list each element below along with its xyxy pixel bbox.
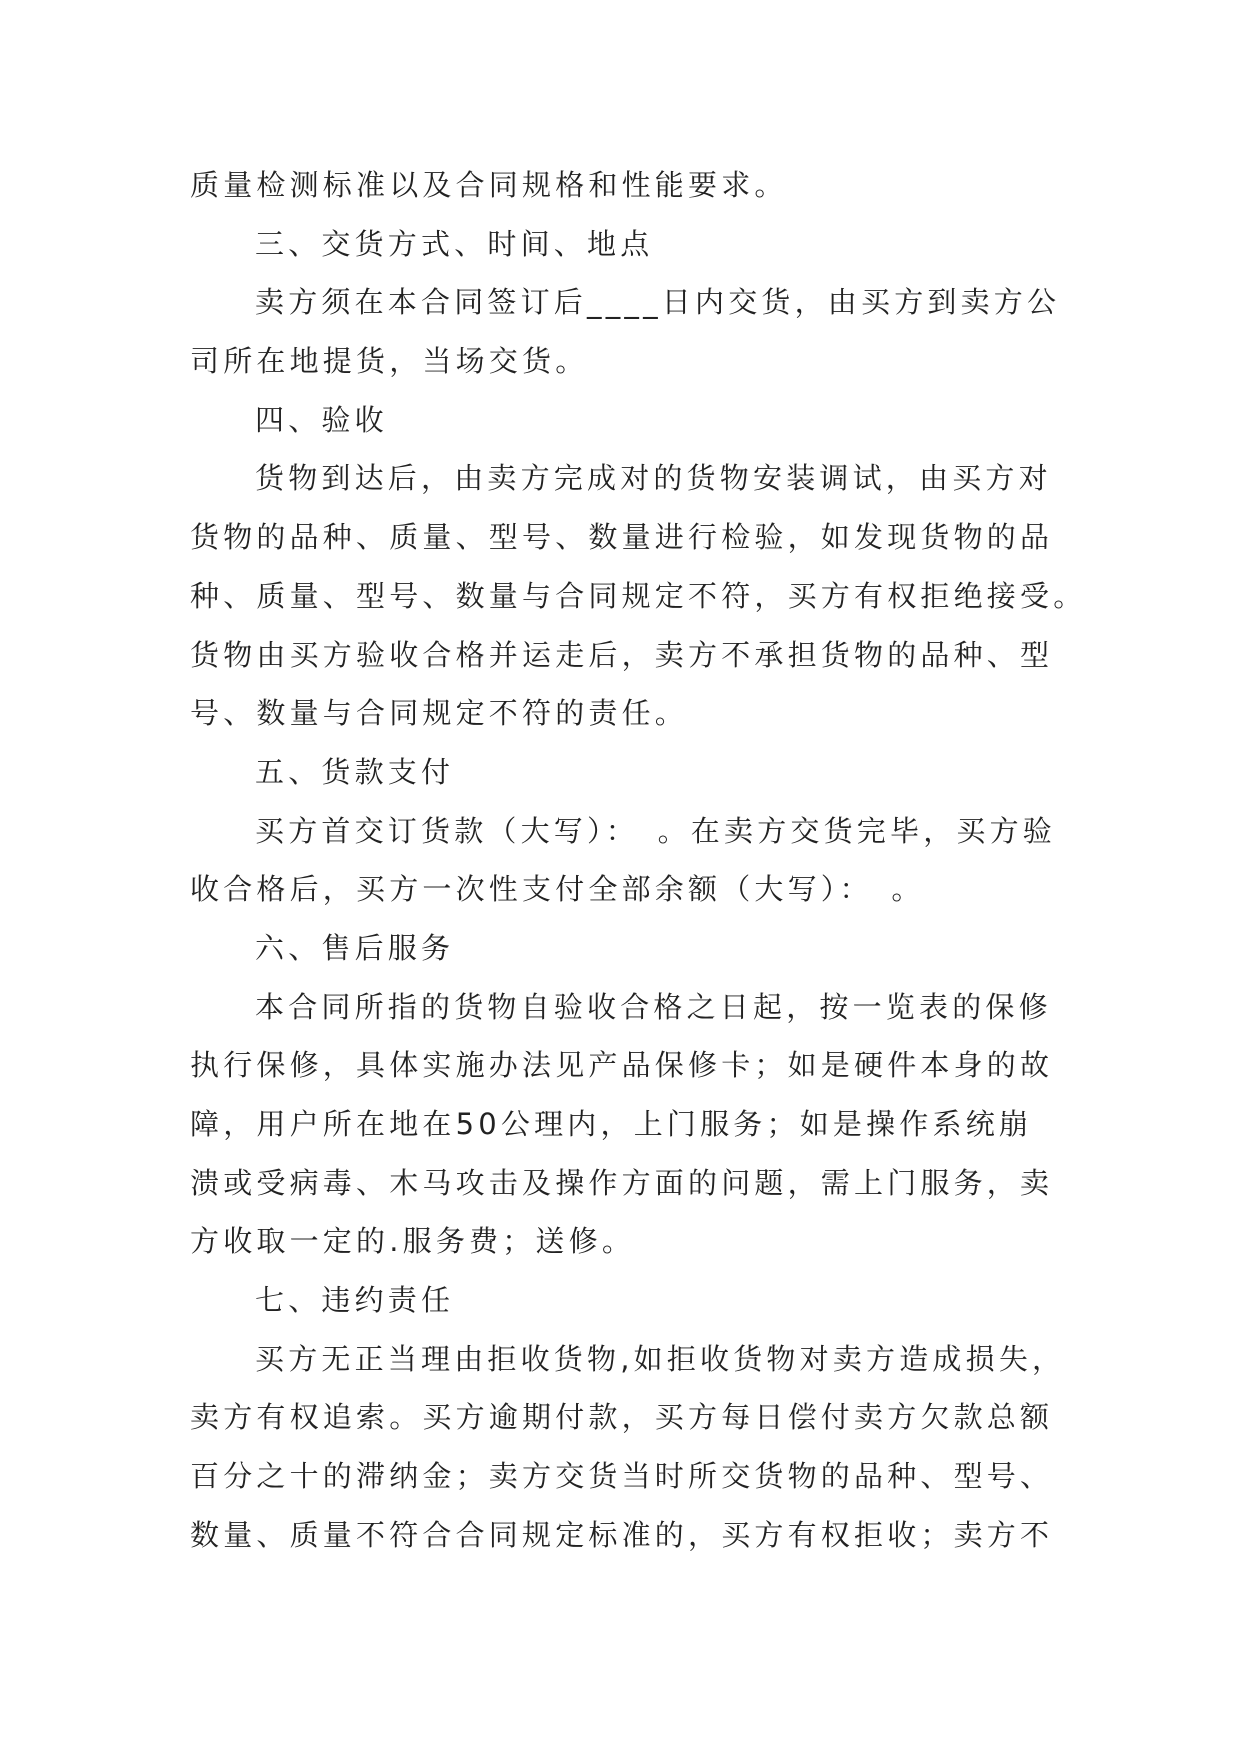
paragraph-line: 卖方须在本合同签订后____日内交货，由买方到卖方公 [255,285,1061,320]
paragraph-line: 障，用户所在地在50公理内，上门服务；如是操作系统崩 [190,1107,1033,1141]
paragraph-line: 执行保修，具体实施办法见产品保修卡；如是硬件本身的故 [190,1048,1054,1083]
paragraph-line: 司所在地提货，当场交货。 [190,344,589,379]
section-heading-payment: 五、货款支付 [255,754,455,789]
paragraph-line: 质量检测标准以及合同规格和性能要求。 [190,168,788,202]
paragraph-line: 货物到达后，由卖方完成对的货物安装调试，由买方对 [255,461,1052,496]
paragraph-line: 种、质量、型号、数量与合同规定不符，买方有权拒绝接受。 [190,578,1087,613]
paragraph-line: 卖方有权追索。买方逾期付款，买方每日偿付卖方欠款总额 [190,1400,1054,1435]
section-heading-after-sales: 六、售后服务 [255,930,455,965]
paragraph-line: 方收取一定的.服务费；送修。 [190,1224,636,1259]
paragraph-line: 号、数量与合同规定不符的责任。 [190,696,689,731]
document-body [190,156,1087,1565]
paragraph-line: 收合格后，买方一次性支付全部余额（大写）： 。 [190,872,925,907]
paragraph-line: 货物由买方验收合格并运走后，卖方不承担货物的品种、型 [190,637,1054,672]
paragraph-line: 货物的品种、质量、型号、数量进行检验，如发现货物的品 [190,520,1054,555]
paragraph-line: 百分之十的滞纳金；卖方交货当时所交货物的品种、型号、 [190,1459,1054,1494]
section-heading-delivery: 三、交货方式、时间、地点 [255,226,654,261]
paragraph-line: 溃或受病毒、木马攻击及操作方面的问题，需上门服务，卖 [190,1165,1054,1200]
paragraph-line: 买方首交订货款（大写）： 。在卖方交货完毕，买方验 [255,813,1057,848]
paragraph-line: 数量、质量不符合合同规定标准的，买方有权拒收；卖方不 [190,1517,1054,1552]
section-heading-acceptance: 四、验收 [255,402,388,437]
paragraph-line: 本合同所指的货物自验收合格之日起，按一览表的保修 [255,989,1052,1024]
section-heading-liability: 七、违约责任 [255,1283,455,1318]
paragraph-line: 买方无正当理由拒收货物,如拒收货物对卖方造成损失， [255,1341,1066,1376]
